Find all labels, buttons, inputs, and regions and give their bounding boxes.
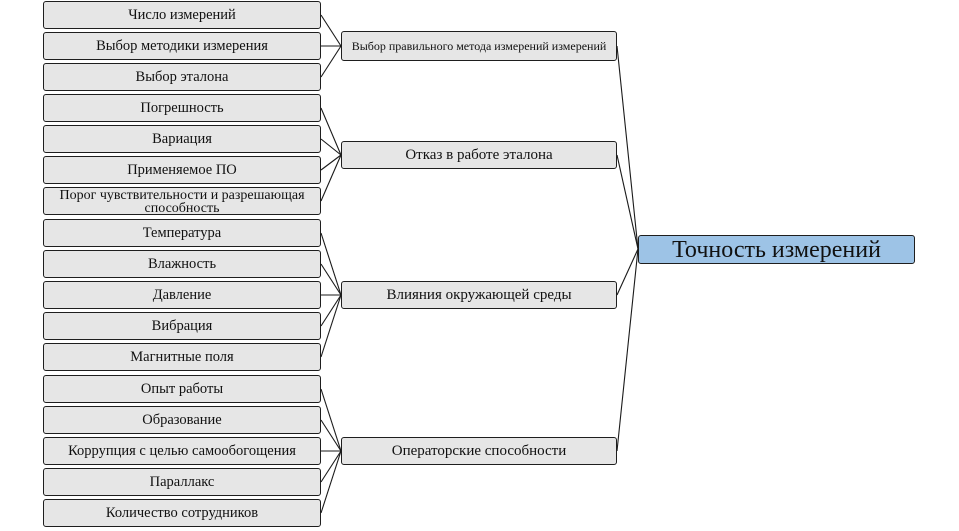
factor-box: Число измерений xyxy=(43,1,321,29)
group-box: Отказ в работе эталона xyxy=(341,141,617,169)
root-box: Точность измерений xyxy=(638,235,915,264)
factor-box: Коррупция с целью самообогощения xyxy=(43,437,321,465)
factor-box: Вибрация xyxy=(43,312,321,340)
factor-box: Температура xyxy=(43,219,321,247)
factor-box: Вариация xyxy=(43,125,321,153)
factor-box: Порог чувствительности и разрешающая способность xyxy=(43,187,321,215)
factor-box: Выбор методики измерения xyxy=(43,32,321,60)
factor-box: Параллакс xyxy=(43,468,321,496)
group-box: Операторские способности xyxy=(341,437,617,465)
factor-box: Выбор эталона xyxy=(43,63,321,91)
group-box: Выбор правильного метода измерений измерений xyxy=(341,31,617,61)
factor-box: Количество сотрудников xyxy=(43,499,321,527)
factor-box: Влажность xyxy=(43,250,321,278)
factor-box: Давление xyxy=(43,281,321,309)
group-box: Влияния окружающей среды xyxy=(341,281,617,309)
factor-box: Погрешность xyxy=(43,94,321,122)
factor-box: Опыт работы xyxy=(43,375,321,403)
factor-box: Применяемое ПО xyxy=(43,156,321,184)
factor-box: Магнитные поля xyxy=(43,343,321,371)
factor-box: Образование xyxy=(43,406,321,434)
